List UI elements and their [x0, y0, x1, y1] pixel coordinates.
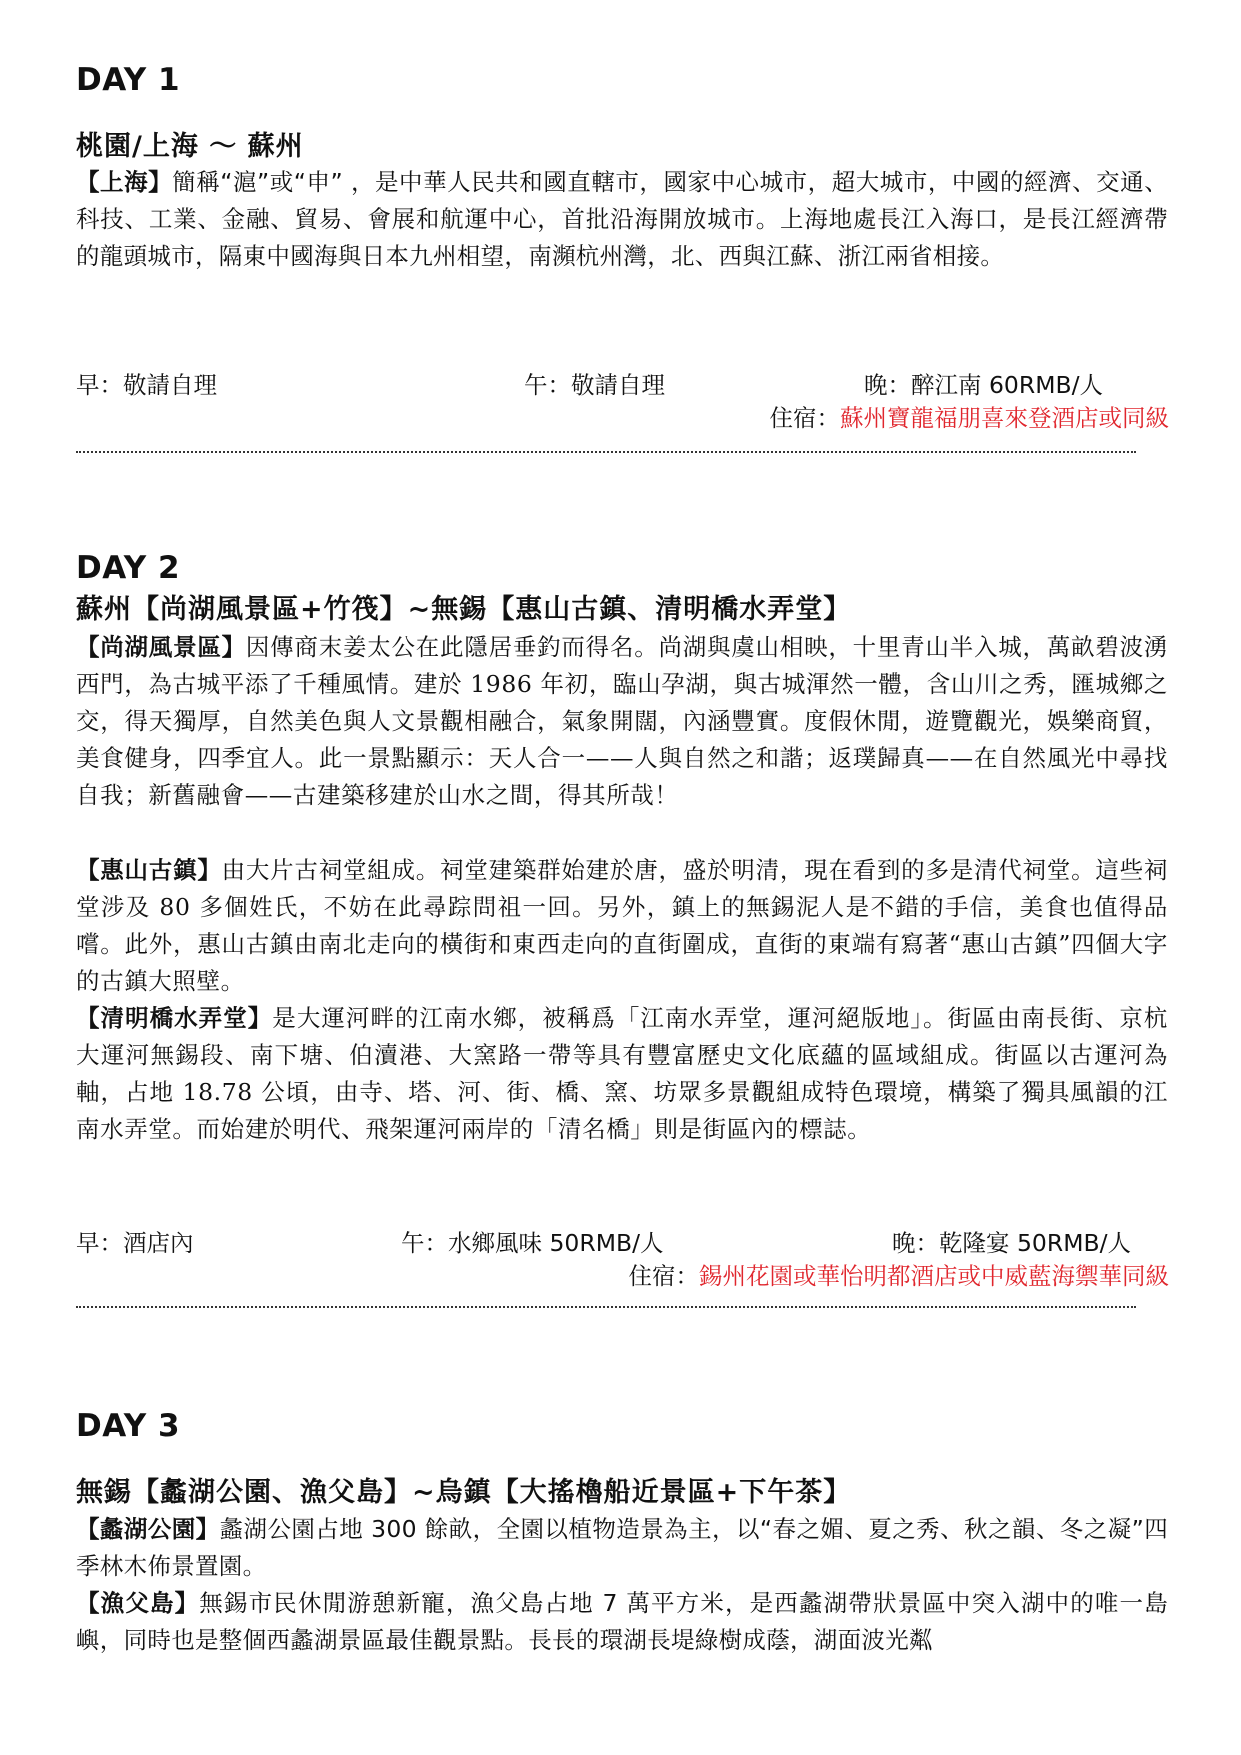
accommodation-label: 住宿： [628, 1262, 699, 1290]
day-2-lunch: 午：水鄉風味 50RMB/人 [401, 1229, 664, 1257]
accommodation-hotel: 錫州花園或華怡明都酒店或中威藍海禦華同級 [699, 1262, 1169, 1290]
paragraph-text: 因傳商末姜太公在此隱居垂釣而得名。尚湖與虞山相映，十里青山半入城，萬畝碧波湧西門，為古城平添了千種風情。建於 1986 年初，臨山孕湖，與古城渾然一體，含山川之秀，匯城鄉之交，得天獨厚，自然美色與人文景觀相融合，氣象開闊，內涵豐實。度假休閒，遊覽觀光，娛樂商貿，美食健身，四季宜人。此一景點顯示：天人合一——人與自然之和諧；返璞歸真——在自然風光中尋找自我；新舊融會——古建築移建於山水之間，得其所哉！ [76, 633, 1168, 809]
paragraph-key: 【尚湖風景區】 [76, 633, 246, 661]
day-2-route: 蘇州【尚湖風景區+竹筏】~無錫【惠山古鎮、清明橋水弄堂】 [76, 594, 852, 625]
day-2-breakfast: 早：酒店內 [76, 1229, 194, 1257]
day-2-accommodation [629, 1257, 1170, 1291]
day-2-paragraph-qingming [76, 1000, 1168, 1148]
paragraph-key: 【惠山古鎮】 [76, 856, 222, 884]
dotted-divider [76, 1306, 1136, 1308]
day-2-dinner: 晚：乾隆宴 50RMB/人 [892, 1229, 1132, 1257]
day-2-paragraph-shanghu [76, 629, 1168, 814]
day-3-paragraph-lihu [76, 1511, 1168, 1585]
paragraph-text: 簡稱“滬”或“申” ，是中華人民共和國直轄市，國家中心城市，超大城市，中國的經濟、交通、科技、工業、金融、貿易、會展和航運中心，首批沿海開放城市。上海地處長江入海口，是長江經濟帶的龍頭城市，隔東中國海與日本九州相望，南瀕杭州灣，北、西與江蘇、浙江兩省相接。 [76, 168, 1168, 270]
day-2-heading: DAY 2 [76, 550, 181, 586]
accommodation-hotel: 蘇州寶龍福朋喜來登酒店或同級 [840, 404, 1169, 432]
day-1-paragraph-shanghai [76, 164, 1168, 275]
day-1-dinner: 晚：醉江南 60RMB/人 [864, 371, 1104, 399]
day-1-heading: DAY 1 [76, 62, 181, 98]
paragraph-key: 【上海】 [76, 168, 173, 196]
day-3-heading: DAY 3 [76, 1408, 181, 1444]
day-3-route: 無錫【蠡湖公園、漁父島】~烏鎮【大搖櫓船近景區+下午茶】 [76, 1477, 852, 1508]
paragraph-text: 由大片古祠堂組成。祠堂建築群始建於唐，盛於明清，現在看到的多是清代祠堂。這些祠堂涉及 80 多個姓氏，不妨在此尋踪問祖一回。另外，鎮上的無錫泥人是不錯的手信，美食也值得品嚐。此外，惠山古鎮由南北走向的橫街和東西走向的直街圍成，直街的東端有寫著“惠山古鎮”四個大字的古鎮大照壁。 [76, 856, 1168, 995]
day-1-breakfast: 早：敬請自理 [76, 371, 217, 399]
day-2-paragraph-huishan [76, 852, 1168, 1000]
paragraph-key: 【漁父島】 [76, 1589, 200, 1617]
paragraph-text: 是大運河畔的江南水鄉，被稱爲「江南水弄堂，運河絕版地」。街區由南長街、京杭大運河無錫段、南下塘、伯瀆港、大窯路一帶等具有豐富歷史文化底蘊的區域組成。街區以古運河為軸，占地 18.78 公頃，由寺、塔、河、街、橋、窯、坊眾多景觀組成特色環境，構築了獨具風韻的江南水弄堂。而始建於明代、飛架運河兩岸的「清名橋」則是街區內的標誌。 [76, 1004, 1168, 1143]
paragraph-key: 【蠡湖公園】 [76, 1515, 220, 1543]
day-1-lunch: 午：敬請自理 [524, 371, 665, 399]
paragraph-text: 無錫市民休閒游憩新寵，漁父島占地 7 萬平方米，是西蠡湖帶狀景區中突入湖中的唯一島嶼，同時也是整個西蠡湖景區最佳觀景點。長長的環湖長堤綠樹成蔭，湖面波光粼 [76, 1589, 1168, 1654]
day-1-accommodation [770, 399, 1170, 433]
paragraph-text: 蠡湖公園占地 300 餘畝，全園以植物造景為主，以“春之媚、夏之秀、秋之韻、冬之凝”四季林木佈景置園。 [76, 1515, 1168, 1580]
dotted-divider [76, 451, 1136, 453]
accommodation-label: 住宿： [769, 404, 840, 432]
paragraph-key: 【清明橋水弄堂】 [76, 1004, 273, 1032]
day-1-route: 桃園/上海 ～ 蘇州 [76, 131, 304, 162]
day-3-paragraph-yufu-island [76, 1585, 1168, 1659]
